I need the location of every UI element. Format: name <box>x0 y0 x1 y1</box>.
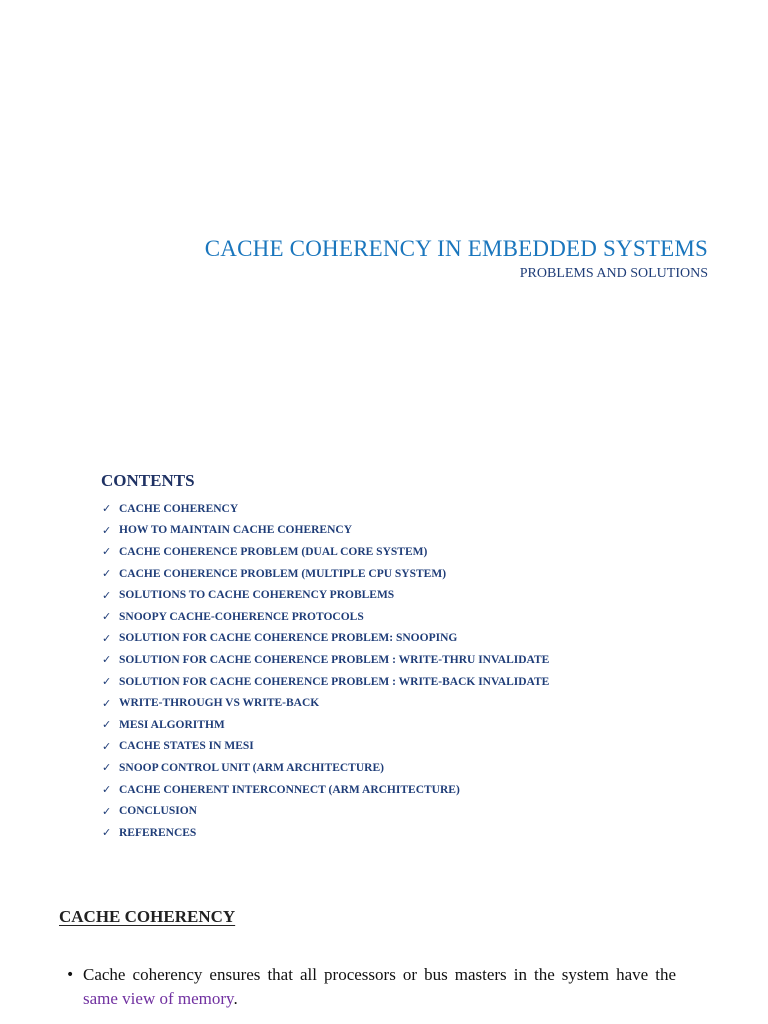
checkmark-icon: ✓ <box>102 718 112 732</box>
checkmark-icon: ✓ <box>102 567 112 581</box>
contents-item-label: WRITE-THROUGH VS WRITE-BACK <box>119 697 320 710</box>
section-heading: CACHE COHERENCY <box>59 907 236 926</box>
contents-item <box>102 800 549 822</box>
contents-item <box>102 736 549 758</box>
contents-item-label: SOLUTION FOR CACHE COHERENCE PROBLEM: SNOOPING <box>119 632 458 645</box>
checkmark-icon: ✓ <box>102 804 112 818</box>
contents-item <box>102 757 549 779</box>
contents-heading: CONTENTS <box>101 471 195 490</box>
contents-item <box>102 563 549 585</box>
contents-item-label: CACHE STATES IN MESI <box>119 740 254 753</box>
checkmark-icon: ✓ <box>102 610 112 624</box>
contents-item <box>102 520 549 542</box>
contents-item-label: SOLUTION FOR CACHE COHERENCE PROBLEM : WRITE-BACK INVALIDATE <box>119 675 550 688</box>
checkmark-icon: ✓ <box>102 502 112 516</box>
checkmark-icon: ✓ <box>102 696 112 710</box>
highlighted-phrase: same view of memory <box>83 989 234 1008</box>
contents-item-label: CACHE COHERENCE PROBLEM (DUAL CORE SYSTEM) <box>119 545 428 558</box>
contents-item-label: REFERENCES <box>119 826 197 839</box>
contents-item <box>102 498 549 520</box>
bullet-text-end: . <box>233 989 238 1008</box>
contents-item-label: CONCLUSION <box>119 805 197 818</box>
contents-item-label: SOLUTION FOR CACHE COHERENCE PROBLEM : WRITE-THRU INVALIDATE <box>119 653 550 666</box>
checkmark-icon: ✓ <box>102 588 112 602</box>
contents-item <box>102 779 549 801</box>
contents-item-label: HOW TO MAINTAIN CACHE COHERENCY <box>119 524 353 537</box>
bullet-item <box>66 963 676 1011</box>
contents-item <box>102 584 549 606</box>
contents-item-label: CACHE COHERENCY <box>119 502 239 515</box>
contents-item <box>102 628 549 650</box>
checkmark-icon: ✓ <box>102 739 112 753</box>
checkmark-icon: ✓ <box>102 826 112 840</box>
contents-item-label: SNOOPY CACHE-COHERENCE PROTOCOLS <box>119 610 364 623</box>
contents-item <box>102 671 549 693</box>
checkmark-icon: ✓ <box>102 545 112 559</box>
contents-item <box>102 541 549 563</box>
contents-item-label: CACHE COHERENCE PROBLEM (MULTIPLE CPU SYSTEM) <box>119 567 447 580</box>
contents-item <box>102 822 549 844</box>
document-subtitle: PROBLEMS AND SOLUTIONS <box>519 266 708 281</box>
contents-item <box>102 606 549 628</box>
checkmark-icon: ✓ <box>102 523 112 537</box>
contents-item <box>102 714 549 736</box>
checkmark-icon: ✓ <box>102 631 112 645</box>
contents-item-label: SOLUTIONS TO CACHE COHERENCY PROBLEMS <box>119 589 395 602</box>
bullet-text-start: Cache coherency ensures that all processors or bus masters in the system have the <box>83 965 676 984</box>
checkmark-icon: ✓ <box>102 761 112 775</box>
bullet-text <box>83 963 676 1011</box>
contents-item-label: MESI ALGORITHM <box>119 718 225 731</box>
contents-list <box>102 498 549 844</box>
contents-item-label: CACHE COHERENT INTERCONNECT (ARM ARCHITECTURE) <box>119 783 460 796</box>
contents-item-label: SNOOP CONTROL UNIT (ARM ARCHITECTURE) <box>119 761 384 774</box>
checkmark-icon: ✓ <box>102 783 112 797</box>
checkmark-icon: ✓ <box>102 653 112 667</box>
contents-item <box>102 692 549 714</box>
checkmark-icon: ✓ <box>102 675 112 689</box>
bullet-icon: • <box>66 967 75 983</box>
contents-item <box>102 649 549 671</box>
document-title: CACHE COHERENCY IN EMBEDDED SYSTEMS <box>204 236 708 261</box>
